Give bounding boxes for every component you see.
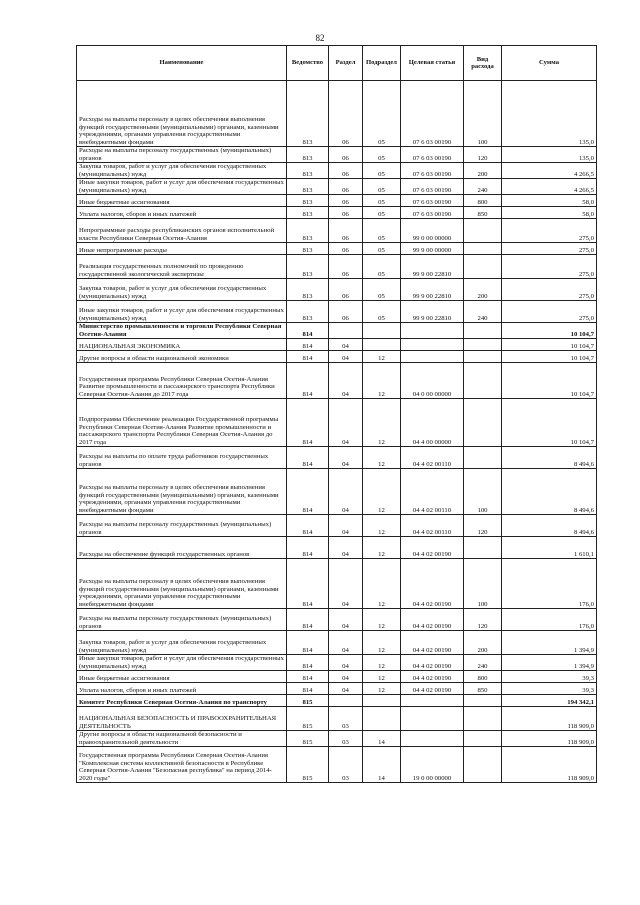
header-section: Раздел [329, 46, 363, 81]
cell-sum: 58,0 [502, 195, 597, 207]
table-body [77, 81, 597, 783]
cell-sum: 118 909,0 [502, 747, 597, 783]
cell-dept: 814 [287, 447, 329, 469]
cell-target: 19 0 00 00000 [401, 747, 464, 783]
budget-table [76, 45, 597, 783]
cell-target [401, 731, 464, 747]
header-subsection: Подраздел [363, 46, 401, 81]
cell-dept: 814 [287, 351, 329, 363]
cell-sum: 275,0 [502, 219, 597, 243]
cell-subsection: 12 [363, 515, 401, 537]
cell-name: НАЦИОНАЛЬНАЯ ЭКОНОМИКА [77, 339, 287, 351]
cell-target: 07 6 03 00190 [401, 179, 464, 195]
cell-subsection: 12 [363, 683, 401, 695]
cell-sum: 4 266,5 [502, 163, 597, 179]
cell-sum: 39,3 [502, 683, 597, 695]
header-name: Наименование [77, 46, 287, 81]
cell-name: Расходы на выплаты персоналу государственных (муниципальных) органов [77, 609, 287, 631]
cell-sum: 10 104,7 [502, 399, 597, 447]
cell-target [401, 339, 464, 351]
cell-name: Другие вопросы в области национальной безопасности и правоохранительной деятельности [77, 731, 287, 747]
table-row [77, 363, 597, 399]
cell-dept: 813 [287, 219, 329, 243]
cell-sum: 176,0 [502, 609, 597, 631]
cell-name: Непрограммные расходы республиканских органов исполнительной власти Республики Северная Осетия-Алания [77, 219, 287, 243]
cell-name: Иные закупки товаров, работ и услуг для обеспечения государственных (муниципальных) нужд [77, 179, 287, 195]
cell-section: 04 [329, 363, 363, 399]
cell-section: 04 [329, 339, 363, 351]
cell-kind [464, 399, 502, 447]
table-row [77, 747, 597, 783]
table-row [77, 279, 597, 301]
cell-name: Расходы на выплаты персоналу государственных (муниципальных) органов [77, 147, 287, 163]
cell-kind: 100 [464, 469, 502, 515]
cell-target: 04 4 02 00190 [401, 609, 464, 631]
table-row [77, 671, 597, 683]
cell-target: 04 4 02 00190 [401, 671, 464, 683]
cell-sum: 176,0 [502, 559, 597, 609]
cell-subsection: 05 [363, 219, 401, 243]
cell-section: 04 [329, 399, 363, 447]
cell-kind: 850 [464, 207, 502, 219]
cell-subsection: 12 [363, 631, 401, 655]
cell-kind [464, 339, 502, 351]
cell-subsection: 12 [363, 447, 401, 469]
cell-subsection: 12 [363, 671, 401, 683]
cell-dept: 815 [287, 707, 329, 731]
cell-dept: 813 [287, 179, 329, 195]
cell-subsection: 05 [363, 243, 401, 255]
cell-subsection: 12 [363, 351, 401, 363]
cell-name: Расходы на обеспечение функций государственных органов [77, 537, 287, 559]
cell-name: Закупка товаров, работ и услуг для обеспечения государственных (муниципальных) нужд [77, 279, 287, 301]
cell-kind [464, 747, 502, 783]
cell-subsection: 12 [363, 655, 401, 671]
cell-subsection: 05 [363, 147, 401, 163]
cell-kind [464, 707, 502, 731]
cell-kind: 800 [464, 195, 502, 207]
cell-subsection: 05 [363, 279, 401, 301]
cell-kind: 120 [464, 609, 502, 631]
cell-dept: 813 [287, 81, 329, 147]
cell-kind [464, 731, 502, 747]
cell-dept: 815 [287, 747, 329, 783]
cell-section [329, 695, 363, 707]
header-kind: Вид расхода [464, 46, 502, 81]
cell-target [401, 351, 464, 363]
cell-sum: 135,0 [502, 81, 597, 147]
cell-dept: 814 [287, 655, 329, 671]
cell-name: Иные бюджетные ассигнования [77, 671, 287, 683]
cell-dept: 815 [287, 731, 329, 747]
cell-dept: 813 [287, 207, 329, 219]
cell-section: 06 [329, 243, 363, 255]
cell-subsection: 05 [363, 179, 401, 195]
cell-dept: 814 [287, 399, 329, 447]
cell-subsection: 05 [363, 207, 401, 219]
cell-kind: 200 [464, 631, 502, 655]
cell-name: Расходы на выплаты по оплате труда работников государственных органов [77, 447, 287, 469]
table-row [77, 339, 597, 351]
cell-section: 03 [329, 731, 363, 747]
table-row [77, 351, 597, 363]
cell-section: 06 [329, 301, 363, 323]
table-row [77, 207, 597, 219]
cell-kind: 200 [464, 279, 502, 301]
cell-sum: 194 342,1 [502, 695, 597, 707]
cell-target: 04 4 02 00190 [401, 655, 464, 671]
cell-sum: 118 909,0 [502, 707, 597, 731]
table-row [77, 179, 597, 195]
cell-sum: 39,3 [502, 671, 597, 683]
cell-sum: 118 909,0 [502, 731, 597, 747]
cell-kind: 100 [464, 81, 502, 147]
cell-sum: 4 266,5 [502, 179, 597, 195]
table-row [77, 147, 597, 163]
cell-dept: 813 [287, 195, 329, 207]
table-row [77, 219, 597, 243]
cell-kind: 240 [464, 301, 502, 323]
cell-name: Уплата налогов, сборов и иных платежей [77, 683, 287, 695]
cell-name: Уплата налогов, сборов и иных платежей [77, 207, 287, 219]
cell-sum: 10 104,7 [502, 323, 597, 339]
cell-name: Расходы на выплаты персоналу в целях обеспечения выполнения функций государственными (муниципальными) органами, казенными учреждениями, органами управления государственными внебюджетными фондами [77, 469, 287, 515]
cell-kind [464, 351, 502, 363]
header-target: Целевая статья [401, 46, 464, 81]
cell-section: 06 [329, 279, 363, 301]
cell-subsection: 05 [363, 255, 401, 279]
cell-sum: 10 104,7 [502, 351, 597, 363]
cell-kind: 240 [464, 179, 502, 195]
cell-target: 04 4 02 00190 [401, 683, 464, 695]
cell-dept: 814 [287, 683, 329, 695]
cell-section: 04 [329, 351, 363, 363]
cell-dept: 815 [287, 695, 329, 707]
header-sum: Сумма [502, 46, 597, 81]
cell-kind [464, 447, 502, 469]
cell-kind: 120 [464, 515, 502, 537]
cell-section: 06 [329, 195, 363, 207]
cell-dept: 813 [287, 243, 329, 255]
cell-name: Иные непрограммные расходы [77, 243, 287, 255]
cell-subsection: 05 [363, 195, 401, 207]
cell-kind [464, 219, 502, 243]
cell-sum: 1 394,9 [502, 655, 597, 671]
cell-target [401, 695, 464, 707]
table-row [77, 399, 597, 447]
cell-name: Закупка товаров, работ и услуг для обеспечения государственных (муниципальных) нужд [77, 163, 287, 179]
cell-sum: 10 104,7 [502, 363, 597, 399]
cell-subsection: 12 [363, 363, 401, 399]
table-header-row [77, 46, 597, 81]
cell-target [401, 707, 464, 731]
cell-section: 06 [329, 147, 363, 163]
cell-dept: 814 [287, 671, 329, 683]
cell-subsection [363, 339, 401, 351]
cell-target: 04 4 00 00000 [401, 399, 464, 447]
table-row [77, 515, 597, 537]
cell-dept: 814 [287, 609, 329, 631]
cell-section: 04 [329, 683, 363, 695]
cell-subsection: 05 [363, 81, 401, 147]
cell-name: Расходы на выплаты персоналу государственных (муниципальных) органов [77, 515, 287, 537]
cell-subsection [363, 707, 401, 731]
cell-section [329, 323, 363, 339]
cell-section: 04 [329, 469, 363, 515]
cell-name: Другие вопросы в области национальной экономики [77, 351, 287, 363]
cell-name: Комитет Республики Северная Осетия-Алания по транспорту [77, 695, 287, 707]
cell-kind [464, 255, 502, 279]
cell-target: 99 0 00 00000 [401, 219, 464, 243]
cell-subsection: 05 [363, 301, 401, 323]
cell-target: 04 4 02 00110 [401, 515, 464, 537]
table-row [77, 683, 597, 695]
table-row [77, 631, 597, 655]
cell-name: Реализация государственных полномочий по проведению государственной экологической экспертизы [77, 255, 287, 279]
cell-sum: 58,0 [502, 207, 597, 219]
cell-target: 99 9 00 22810 [401, 301, 464, 323]
page-number: 82 [315, 33, 325, 43]
cell-sum: 8 494,6 [502, 515, 597, 537]
cell-name: Иные бюджетные ассигнования [77, 195, 287, 207]
cell-name: Министерство промышленности и торговли Республики Северная Осетия-Алания [77, 323, 287, 339]
cell-dept: 814 [287, 515, 329, 537]
cell-kind [464, 323, 502, 339]
header-dept: Ведомство [287, 46, 329, 81]
table-row [77, 243, 597, 255]
cell-sum: 1 394,9 [502, 631, 597, 655]
table-row [77, 469, 597, 515]
cell-sum: 10 104,7 [502, 339, 597, 351]
cell-name: Закупка товаров, работ и услуг для обеспечения государственных (муниципальных) нужд [77, 631, 287, 655]
cell-kind: 240 [464, 655, 502, 671]
cell-target: 99 9 00 00000 [401, 243, 464, 255]
cell-sum: 8 494,6 [502, 469, 597, 515]
cell-section: 04 [329, 537, 363, 559]
cell-kind: 200 [464, 163, 502, 179]
cell-section: 04 [329, 515, 363, 537]
table-row [77, 731, 597, 747]
cell-target: 99 9 00 22810 [401, 279, 464, 301]
cell-target: 04 4 02 00110 [401, 447, 464, 469]
cell-sum: 275,0 [502, 243, 597, 255]
table-row [77, 81, 597, 147]
cell-name: Иные закупки товаров, работ и услуг для обеспечения государственных (муниципальных) нужд [77, 301, 287, 323]
cell-subsection [363, 695, 401, 707]
cell-subsection [363, 323, 401, 339]
table-row [77, 323, 597, 339]
cell-dept: 813 [287, 279, 329, 301]
cell-kind [464, 363, 502, 399]
cell-name: Расходы на выплаты персоналу в целях обеспечения выполнения функций государственными (муниципальными) органами, казенными учреждениями, органами управления государственными внебюджетными фондами [77, 81, 287, 147]
table-row [77, 537, 597, 559]
cell-target: 07 6 03 00190 [401, 163, 464, 179]
cell-kind [464, 537, 502, 559]
cell-sum: 8 494,6 [502, 447, 597, 469]
cell-dept: 814 [287, 559, 329, 609]
cell-section: 03 [329, 707, 363, 731]
cell-subsection: 14 [363, 731, 401, 747]
cell-kind: 100 [464, 559, 502, 609]
cell-target: 04 4 02 00190 [401, 559, 464, 609]
cell-section: 03 [329, 747, 363, 783]
cell-dept: 814 [287, 537, 329, 559]
cell-dept: 814 [287, 631, 329, 655]
cell-name: Государственная программа Республики Северная Осетия-Алания "Комплексная система коллективной безопасности в Республике Северная Осетия-Алания "Безопасная республика" на период 2014-2020 годы" [77, 747, 287, 783]
cell-section: 04 [329, 609, 363, 631]
cell-subsection: 14 [363, 747, 401, 783]
cell-sum: 275,0 [502, 279, 597, 301]
cell-section: 04 [329, 671, 363, 683]
cell-target: 04 4 02 00190 [401, 631, 464, 655]
cell-sum: 1 610,1 [502, 537, 597, 559]
table-row [77, 695, 597, 707]
cell-dept: 814 [287, 339, 329, 351]
cell-section: 06 [329, 255, 363, 279]
cell-dept: 814 [287, 323, 329, 339]
cell-target: 07 6 03 00190 [401, 207, 464, 219]
cell-kind: 850 [464, 683, 502, 695]
cell-target: 07 6 03 00190 [401, 81, 464, 147]
cell-target: 04 4 02 00190 [401, 537, 464, 559]
table-row [77, 655, 597, 671]
table-row [77, 301, 597, 323]
table-row [77, 255, 597, 279]
table-row [77, 559, 597, 609]
cell-name: Иные закупки товаров, работ и услуг для обеспечения государственных (муниципальных) нужд [77, 655, 287, 671]
cell-subsection: 12 [363, 609, 401, 631]
cell-dept: 813 [287, 163, 329, 179]
cell-subsection: 05 [363, 163, 401, 179]
cell-subsection: 12 [363, 399, 401, 447]
cell-dept: 814 [287, 363, 329, 399]
cell-dept: 813 [287, 255, 329, 279]
table-row [77, 447, 597, 469]
cell-kind [464, 695, 502, 707]
table-row [77, 609, 597, 631]
cell-target: 04 4 02 00110 [401, 469, 464, 515]
cell-subsection: 12 [363, 469, 401, 515]
table-row [77, 195, 597, 207]
cell-name: НАЦИОНАЛЬНАЯ БЕЗОПАСНОСТЬ И ПРАВООХРАНИТЕЛЬНАЯ ДЕЯТЕЛЬНОСТЬ [77, 707, 287, 731]
cell-section: 06 [329, 179, 363, 195]
cell-section: 06 [329, 207, 363, 219]
cell-section: 06 [329, 219, 363, 243]
cell-sum: 275,0 [502, 255, 597, 279]
cell-dept: 814 [287, 469, 329, 515]
cell-sum: 135,0 [502, 147, 597, 163]
cell-name: Подпрограмма Обеспечение реализации Государственной программы Республики Северная Осетия-Алания Развитие промышленности и пассажирского транспорта Республики Северная Осетия-Алания до 2017 года [77, 399, 287, 447]
table-row [77, 163, 597, 179]
cell-dept: 813 [287, 301, 329, 323]
cell-subsection: 12 [363, 537, 401, 559]
cell-target: 04 0 00 00000 [401, 363, 464, 399]
cell-section: 04 [329, 447, 363, 469]
cell-target: 07 6 03 00190 [401, 147, 464, 163]
cell-sum: 275,0 [502, 301, 597, 323]
cell-dept: 813 [287, 147, 329, 163]
cell-kind: 800 [464, 671, 502, 683]
cell-kind [464, 243, 502, 255]
table-row [77, 707, 597, 731]
cell-target: 07 6 03 00190 [401, 195, 464, 207]
cell-section: 04 [329, 655, 363, 671]
cell-target [401, 323, 464, 339]
cell-name: Расходы на выплаты персоналу в целях обеспечения выполнения функций государственными (муниципальными) органами, казенными учреждениями, органами управления государственными внебюджетными фондами [77, 559, 287, 609]
cell-subsection: 12 [363, 559, 401, 609]
cell-section: 06 [329, 81, 363, 147]
cell-kind: 120 [464, 147, 502, 163]
cell-section: 06 [329, 163, 363, 179]
cell-target: 99 9 00 22810 [401, 255, 464, 279]
cell-section: 04 [329, 631, 363, 655]
cell-name: Государственная программа Республики Северная Осетия-Алания Развитие промышленности и пассажирского транспорта Республики Северная Осетия-Алания до 2017 года [77, 363, 287, 399]
cell-section: 04 [329, 559, 363, 609]
